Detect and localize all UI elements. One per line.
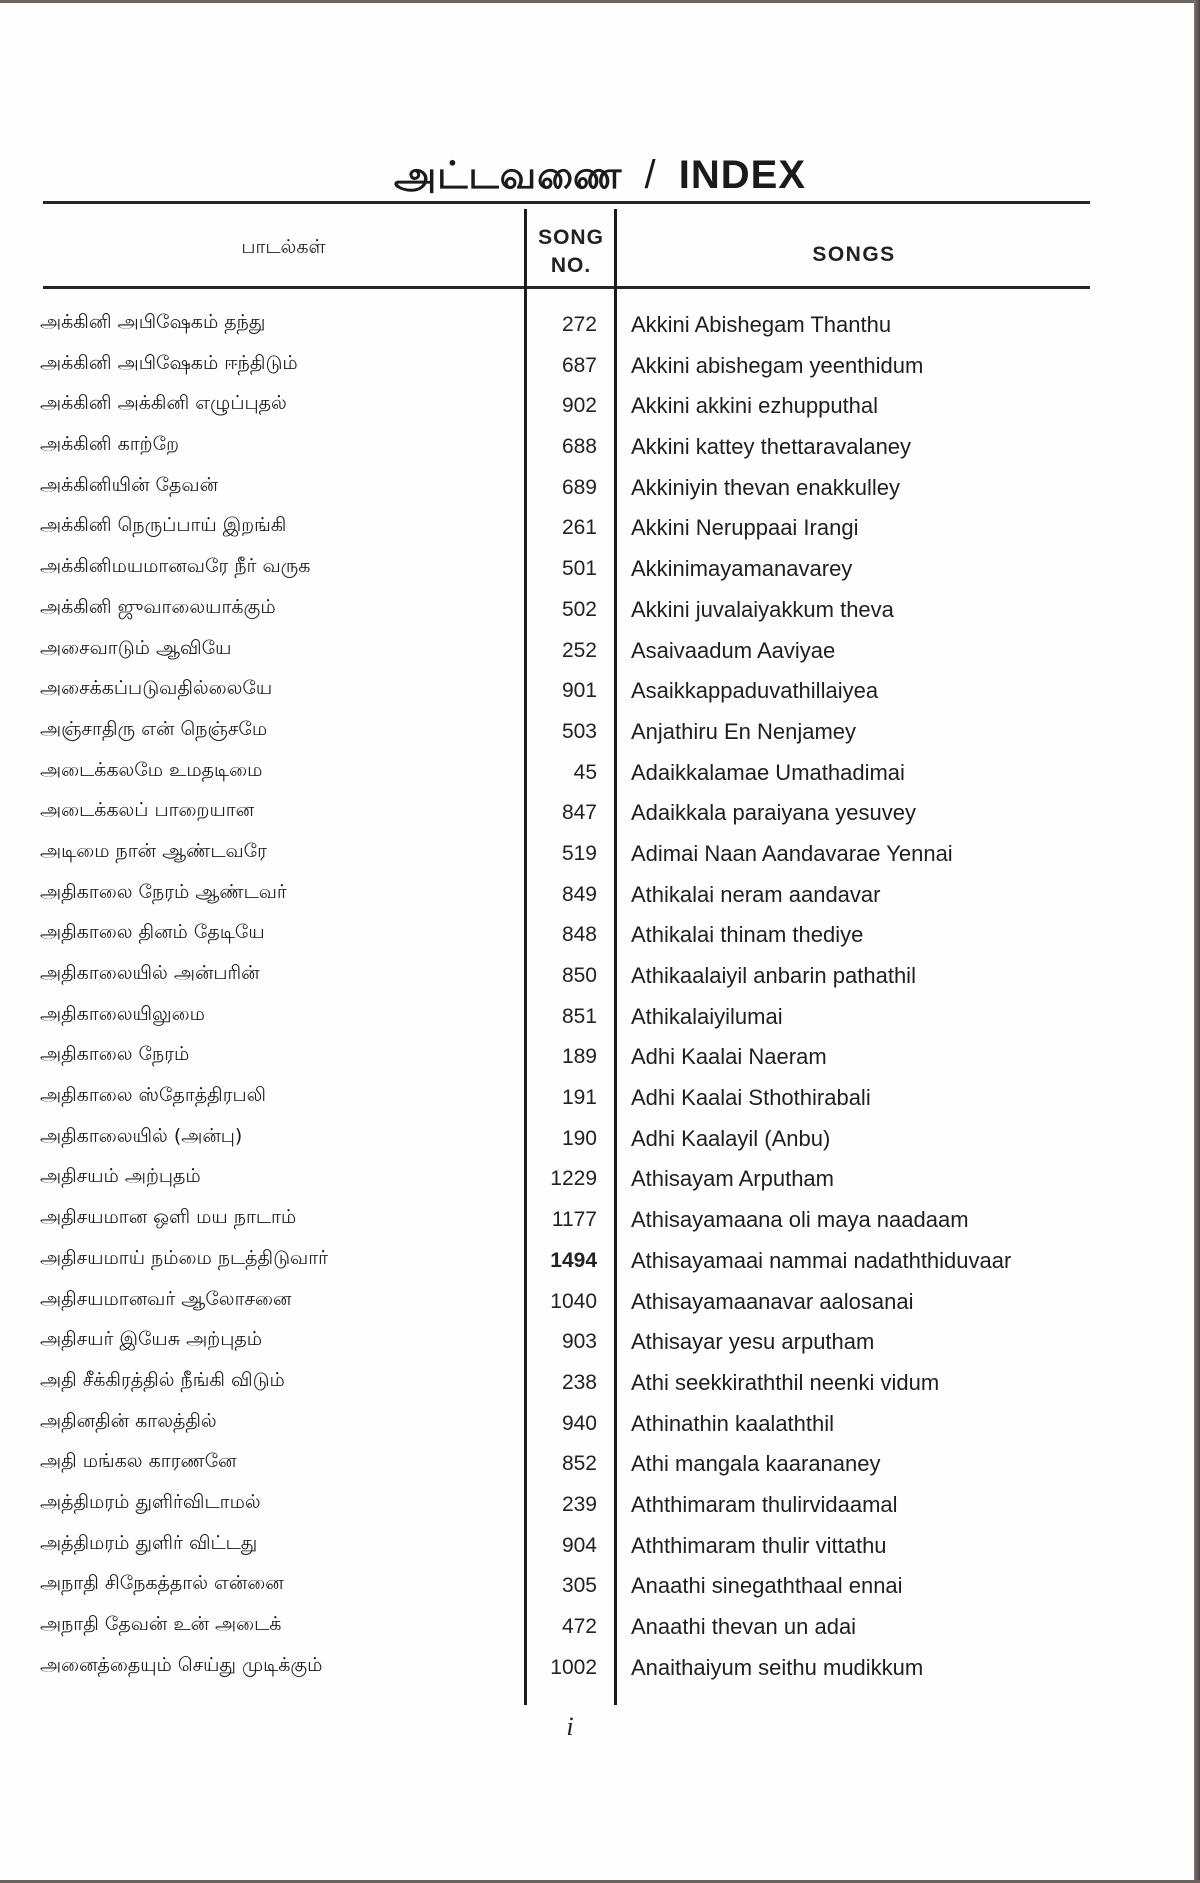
song-title-english: Asaikkappaduvathillaiyea	[631, 678, 879, 704]
song-title-tamil: அத்திமரம் துளிர்விடாமல்	[40, 1490, 261, 1513]
song-title-tamil: அக்கினி அபிஷேகம் ஈந்திடும்	[40, 351, 298, 374]
song-title-tamil: அதி சீக்கிரத்தில் நீங்கி விடும்	[40, 1368, 285, 1391]
song-title-english: Adaikkala paraiyana yesuvey	[631, 800, 916, 826]
song-title-tamil: அக்கினி ஜுவாலையாக்கும்	[40, 595, 276, 618]
column-header-songs: SONGS	[812, 243, 896, 266]
song-title-english: Aththimaram thulirvidaamal	[631, 1491, 898, 1517]
song-title-english: Akkini Neruppaai Irangi	[631, 515, 859, 541]
table-row	[0, 714, 1200, 755]
column-header-song-no	[527, 224, 615, 280]
song-title-tamil: அதினதின் காலத்தில்	[40, 1409, 217, 1432]
song-title-english: Athisayamaana oli maya naadaam	[631, 1207, 969, 1233]
song-number: 940	[561, 1411, 597, 1435]
song-title-english: Athisayamaai nammai nadaththiduvaar	[631, 1247, 1012, 1273]
song-title-english: Akkini Abishegam Thanthu	[631, 312, 892, 337]
song-title-english: Athisayar yesu arputham	[631, 1329, 875, 1355]
song-number: 503	[561, 719, 597, 743]
table-row	[0, 1446, 1200, 1487]
table-row	[0, 633, 1200, 674]
song-title-english: Asaivaadum Aaviyae	[631, 637, 836, 663]
table-row	[0, 348, 1200, 389]
page-title-tamil: அட்டவணை	[393, 153, 623, 197]
song-title-english: Anjathiru En Nenjamey	[631, 718, 857, 744]
table-row	[0, 836, 1200, 877]
song-title-tamil: அக்கினியின் தேவன்	[40, 473, 219, 496]
song-title-english: Akkini abishegam yeenthidum	[631, 352, 924, 378]
song-number: 852	[561, 1452, 597, 1476]
song-title-tamil: அதிசயமான ஒளி மய நாடாம்	[40, 1206, 297, 1229]
song-title-tamil: அசைக்கப்படுவதில்லையே	[40, 677, 273, 700]
song-title-english: Athi mangala kaarananey	[631, 1451, 881, 1477]
song-number: 519	[561, 841, 597, 865]
song-title-tamil: அனைத்தையும் செய்து முடிக்கும்	[40, 1653, 323, 1676]
song-title-english: Akkini juvalaiyakkum theva	[631, 596, 894, 622]
song-title-tamil: அநாதி தேவன் உன் அடைக்	[40, 1613, 282, 1635]
song-title-english: Adhi Kaalai Sthothirabali	[631, 1085, 871, 1111]
song-number: 272	[561, 313, 597, 336]
page-number: i	[566, 1712, 574, 1741]
song-title-english: Akkinimayamanavarey	[631, 556, 853, 582]
song-title-english: Adimai Naan Aandavarae Yennai	[631, 840, 953, 866]
song-title-english: Athikalai neram aandavar	[631, 881, 881, 907]
song-title-tamil: அதிசயமாய் நம்மை நடத்திடுவார்	[40, 1246, 329, 1269]
song-title-english: Athi seekkiraththil neenki vidum	[631, 1369, 940, 1395]
song-number: 903	[561, 1330, 597, 1354]
page-title	[0, 153, 1200, 203]
song-number: 850	[561, 964, 597, 987]
song-title-english: Athisayam Arputham	[631, 1166, 834, 1192]
table-row	[0, 1121, 1200, 1162]
song-title-tamil: அதிகாலை தினம் தேடியே	[40, 921, 265, 944]
song-title-tamil: அக்கினி அக்கினி எழுப்புதல்	[40, 392, 287, 415]
song-title-english: Akkini akkini ezhupputhal	[631, 393, 879, 419]
song-title-tamil: அதிசயமானவர் ஆலோசனை	[40, 1287, 292, 1310]
song-title-english: Anaathi thevan un adai	[631, 1614, 857, 1639]
song-title-tamil: அத்திமரம் துளிர் விட்டது	[40, 1531, 258, 1554]
song-title-english: Athikalai thinam thediye	[631, 922, 864, 948]
table-row	[0, 1080, 1200, 1121]
song-number: 190	[561, 1126, 597, 1150]
song-number: 191	[561, 1086, 597, 1110]
table-row	[0, 917, 1200, 958]
column-header-song-no-line1: SONG	[538, 226, 604, 249]
table-row	[0, 592, 1200, 633]
song-number: 1040	[550, 1289, 597, 1313]
song-number: 902	[561, 394, 597, 418]
song-number: 1002	[550, 1655, 597, 1679]
song-title-tamil: அதி மங்கல காரணனே	[40, 1450, 237, 1473]
table-row	[0, 470, 1200, 511]
song-number: 904	[561, 1533, 597, 1557]
song-title-tamil: அதிகாலை ஸ்தோத்திரபலி	[40, 1084, 267, 1107]
table-row	[0, 755, 1200, 796]
page-edge-top	[0, 0, 1200, 3]
song-number: 472	[561, 1615, 597, 1638]
song-number: 689	[561, 475, 597, 499]
song-title-english: Athinathin kaalaththil	[631, 1410, 835, 1436]
song-title-tamil: அதிகாலையிலுமை	[40, 1002, 205, 1025]
song-number: 502	[561, 597, 597, 621]
table-row	[0, 958, 1200, 999]
song-number: 261	[561, 516, 597, 540]
song-number: 1229	[550, 1167, 597, 1191]
column-header-tamil: பாடல்கள்	[241, 236, 326, 258]
song-number: 45	[573, 760, 597, 784]
table-row	[0, 1609, 1200, 1650]
table-row	[0, 551, 1200, 592]
song-title-english: Akkini kattey thettaravalaney	[631, 434, 912, 460]
song-title-tamil: அடைக்கலமே உமதடிமை	[40, 758, 263, 781]
song-number: 252	[561, 638, 597, 662]
song-number: 848	[561, 923, 597, 947]
table-header-rule	[43, 286, 1090, 289]
table-row	[0, 999, 1200, 1040]
table-row	[0, 1406, 1200, 1447]
table-row	[0, 1528, 1200, 1569]
table-row	[0, 1284, 1200, 1325]
song-number: 1494	[550, 1248, 597, 1272]
table-row	[0, 429, 1200, 470]
table-row	[0, 388, 1200, 429]
song-title-english: Aththimaram thulir vittathu	[631, 1532, 887, 1558]
table-row	[0, 1243, 1200, 1284]
table-row	[0, 1161, 1200, 1202]
table-row	[0, 1202, 1200, 1243]
song-title-tamil: அடைக்கலப் பாறையான	[40, 799, 255, 822]
table-row	[0, 1650, 1200, 1691]
song-title-english: Adhi Kaalayil (Anbu)	[631, 1125, 831, 1151]
song-number: 847	[561, 801, 597, 825]
table-row	[0, 1365, 1200, 1406]
song-number: 239	[561, 1492, 597, 1516]
song-title-tamil: அசைவாடும் ஆவியே	[40, 636, 232, 659]
song-title-tamil: அதிகாலையில் அன்பரின்	[40, 962, 260, 984]
song-number: 238	[561, 1370, 597, 1394]
table-row	[0, 510, 1200, 551]
page-title-english: INDEX	[678, 153, 807, 197]
table-row	[0, 795, 1200, 836]
song-number: 305	[561, 1574, 597, 1598]
index-table-body	[0, 307, 1200, 1690]
song-title-tamil: அக்கினி நெருப்பாய் இறங்கி	[40, 514, 287, 537]
table-row	[0, 1568, 1200, 1609]
song-title-english: Athikalaiyilumai	[631, 1003, 783, 1029]
table-row	[0, 1324, 1200, 1365]
page-title-separator: /	[644, 153, 657, 197]
column-header-song-no-line2: NO.	[550, 254, 592, 277]
song-title-english: Athikaalaiyil anbarin pathathil	[631, 963, 916, 988]
song-title-english: Anaathi sinegaththaal ennai	[631, 1573, 903, 1599]
song-title-english: Akkiniyin thevan enakkulley	[631, 474, 901, 500]
table-row	[0, 1487, 1200, 1528]
song-title-tamil: அதிகாலை நேரம் ஆண்டவர்	[40, 880, 287, 903]
song-title-tamil: அதிசயம் அற்புதம்	[40, 1165, 201, 1188]
song-title-tamil: அநாதி சிநேகத்தால் என்னை	[40, 1572, 284, 1595]
song-number: 849	[561, 882, 597, 906]
song-title-tamil: அதிகாலையில் (அன்பு)	[40, 1124, 243, 1147]
song-title-tamil: அதிசயர் இயேசு அற்புதம்	[40, 1328, 263, 1351]
song-number: 851	[561, 1004, 597, 1028]
song-title-tamil: அஞ்சாதிரு என் நெஞ்சமே	[40, 717, 268, 740]
song-title-english: Adhi Kaalai Naeram	[631, 1044, 827, 1070]
song-number: 501	[561, 557, 597, 581]
song-title-english: Anaithaiyum seithu mudikkum	[631, 1654, 924, 1680]
song-title-english: Athisayamaanavar aalosanai	[631, 1288, 914, 1314]
song-number: 901	[561, 679, 597, 703]
song-title-english: Adaikkalamae Umathadimai	[631, 759, 905, 785]
song-title-tamil: அதிகாலை நேரம்	[40, 1043, 190, 1066]
song-number: 688	[561, 435, 597, 459]
table-row	[0, 877, 1200, 918]
table-top-rule	[43, 201, 1090, 204]
song-title-tamil: அக்கினிமயமானவரே நீர் வருக	[40, 555, 311, 578]
table-row	[0, 307, 1200, 348]
song-title-tamil: அக்கினி அபிஷேகம் தந்து	[40, 311, 266, 333]
song-title-tamil: அடிமை நான் ஆண்டவரே	[40, 839, 267, 862]
table-row	[0, 673, 1200, 714]
song-title-tamil: அக்கினி காற்றே	[40, 433, 180, 456]
song-number: 1177	[551, 1208, 597, 1232]
song-number: 687	[561, 353, 597, 377]
song-number: 189	[561, 1045, 597, 1069]
page-edge-right	[1194, 0, 1200, 1883]
table-row	[0, 1039, 1200, 1080]
